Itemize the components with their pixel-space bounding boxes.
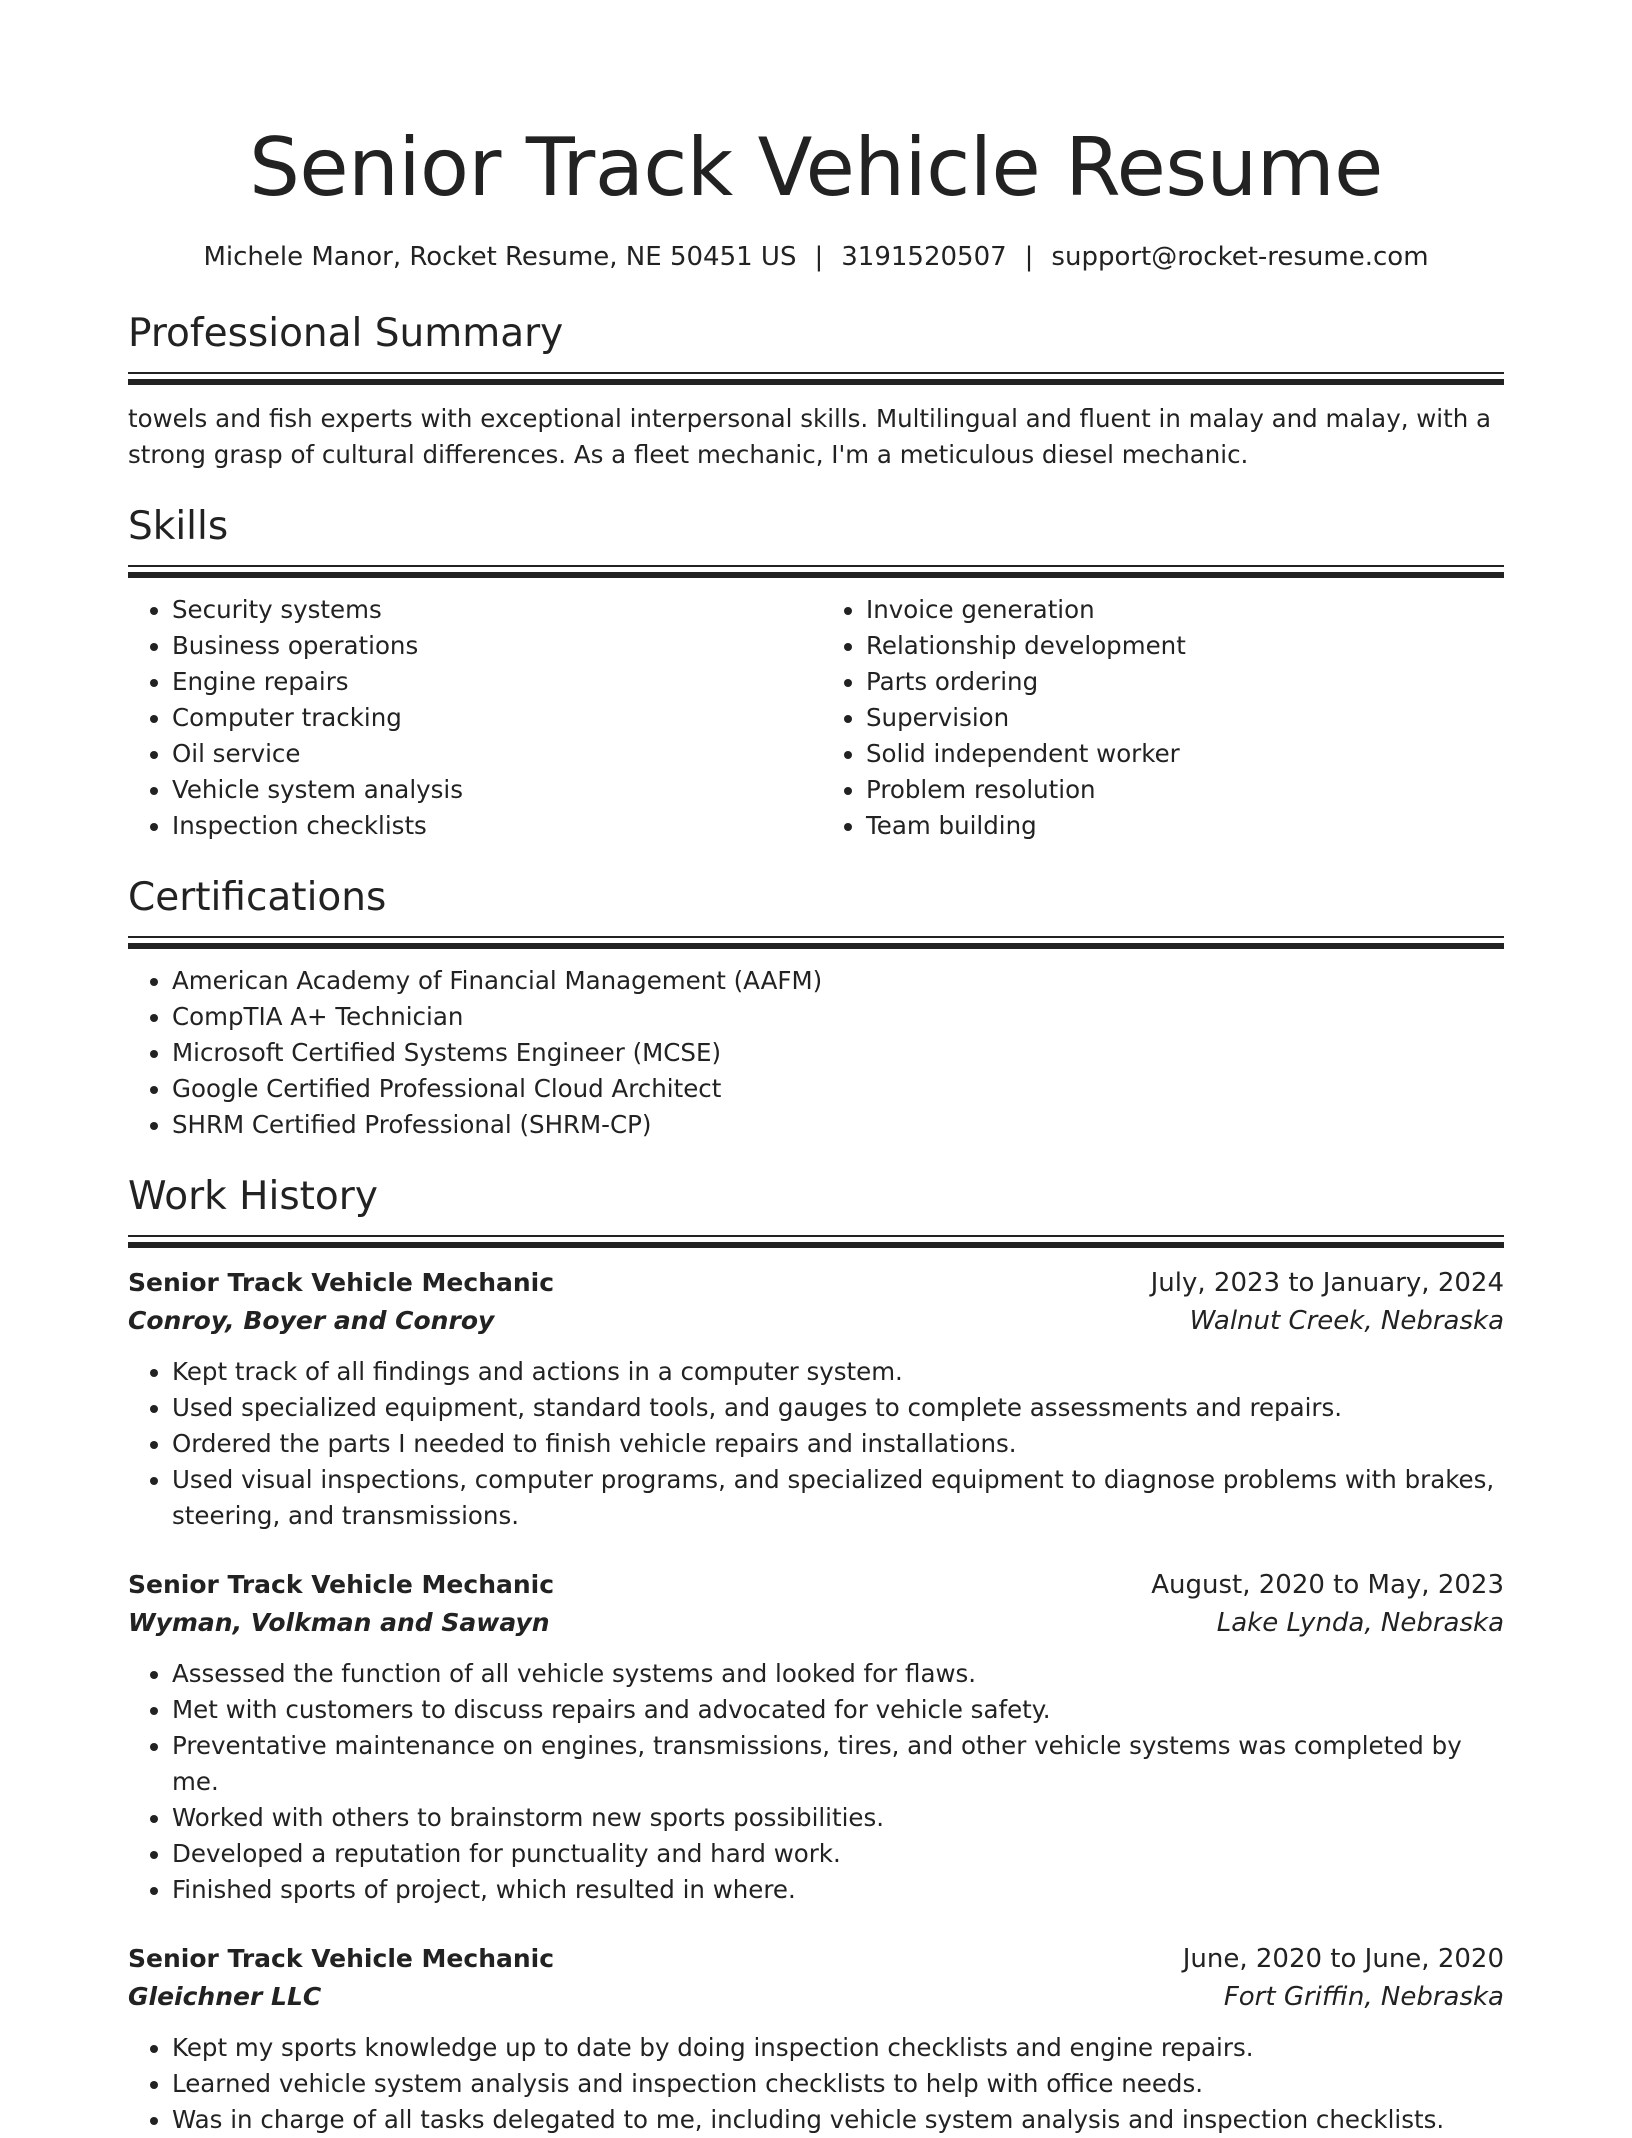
job-bullet: • Developed a reputation for punctuality and hard work. xyxy=(172,1836,1504,1872)
job-company: Conroy, Boyer and Conroy xyxy=(128,1306,495,1335)
skill-item: • Supervision xyxy=(866,700,1504,736)
certification-item: • Google Certified Professional Cloud Architect xyxy=(172,1071,1504,1107)
contact-address: Michele Manor, Rocket Resume, NE 50451 US xyxy=(203,242,797,272)
skill-item: • Parts ordering xyxy=(866,664,1504,700)
skills-columns xyxy=(128,592,1504,844)
skills-heading: Skills xyxy=(128,504,229,549)
resume-title: Senior Track Vehicle Resume xyxy=(249,121,1383,214)
job-bullet: • Met with customers to discuss repairs and advocated for vehicle safety. xyxy=(172,1692,1504,1728)
job-bullet: • Kept my sports knowledge up to date by doing inspection checklists and engine repairs. xyxy=(172,2030,1504,2066)
job-bullet: • Kept track of all findings and actions in a computer system. xyxy=(172,1354,1504,1390)
contact-separator: | xyxy=(814,242,824,272)
skill-item: • Engine repairs xyxy=(172,664,816,700)
job-subheader xyxy=(128,1978,1504,2016)
job-bullets xyxy=(128,2030,1504,2138)
certification-item: • SHRM Certified Professional (SHRM-CP) xyxy=(172,1107,1504,1143)
contact-line xyxy=(128,240,1504,274)
section-divider-thick xyxy=(128,572,1504,578)
summary-section xyxy=(128,308,1504,473)
job-bullet: • Ordered the parts I needed to finish vehicle repairs and installations. xyxy=(172,1426,1504,1462)
section-divider-thick xyxy=(128,1242,1504,1248)
summary-text: towels and fish experts with exceptional interpersonal skills. Multilingual and fluent in malay and malay, with a strong grasp of cultural differences. As a fleet mechanic, I'm a meticulous diesel mechanic. xyxy=(128,404,1492,469)
section-divider xyxy=(128,1235,1504,1237)
skill-item: • Team building xyxy=(866,808,1504,844)
contact-phone: 3191520507 xyxy=(841,242,1007,272)
job-bullet: • Finished sports of project, which resulted in where. xyxy=(172,1872,1504,1908)
job-location: Fort Griffin, Nebraska xyxy=(1223,1982,1504,2012)
skills-list-right xyxy=(816,592,1504,844)
job-bullet: • Used specialized equipment, standard tools, and gauges to complete assessments and repairs. xyxy=(172,1390,1504,1426)
section-divider-thick xyxy=(128,379,1504,385)
job-title: Senior Track Vehicle Mechanic xyxy=(128,1944,555,1973)
job-title: Senior Track Vehicle Mechanic xyxy=(128,1570,555,1599)
job-dates: July, 2023 to January, 2024 xyxy=(1150,1268,1504,1298)
contact-separator: | xyxy=(1024,242,1034,272)
job-company: Gleichner LLC xyxy=(128,1982,322,2011)
summary-heading: Professional Summary xyxy=(128,311,564,356)
job-bullets xyxy=(128,1656,1504,1908)
skill-item: • Computer tracking xyxy=(172,700,816,736)
job-header xyxy=(128,1566,1504,1604)
job-bullet: • Assessed the function of all vehicle systems and looked for flaws. xyxy=(172,1656,1504,1692)
certifications-section xyxy=(128,872,1504,1143)
skills-section xyxy=(128,501,1504,844)
job-entry xyxy=(128,1940,1504,2138)
certifications-heading: Certifications xyxy=(128,875,387,920)
job-company: Wyman, Volkman and Sawayn xyxy=(128,1608,550,1637)
skill-item: • Oil service xyxy=(172,736,816,772)
skill-item: • Relationship development xyxy=(866,628,1504,664)
job-entry xyxy=(128,1566,1504,1908)
job-subheader xyxy=(128,1604,1504,1642)
certification-item: • Microsoft Certified Systems Engineer (MCSE) xyxy=(172,1035,1504,1071)
job-dates: June, 2020 to June, 2020 xyxy=(1182,1944,1504,1974)
job-location: Walnut Creek, Nebraska xyxy=(1189,1306,1504,1336)
job-location: Lake Lynda, Nebraska xyxy=(1216,1608,1504,1638)
section-divider xyxy=(128,372,1504,374)
skill-item: • Business operations xyxy=(172,628,816,664)
certifications-list xyxy=(128,963,1504,1143)
job-bullet: • Worked with others to brainstorm new sports possibilities. xyxy=(172,1800,1504,1836)
job-bullet: • Used visual inspections, computer programs, and specialized equipment to diagnose problems with brakes, steering, and transmissions. xyxy=(172,1462,1504,1534)
skill-item: • Solid independent worker xyxy=(866,736,1504,772)
certification-item: • American Academy of Financial Management (AAFM) xyxy=(172,963,1504,999)
skills-list-left xyxy=(128,592,816,844)
job-bullet: • Preventative maintenance on engines, transmissions, tires, and other vehicle systems was completed by me. xyxy=(172,1728,1504,1800)
work-history-heading: Work History xyxy=(128,1174,378,1219)
certification-item: • CompTIA A+ Technician xyxy=(172,999,1504,1035)
skill-item: • Security systems xyxy=(172,592,816,628)
job-bullet: • Was in charge of all tasks delegated to me, including vehicle system analysis and inspection checklists. xyxy=(172,2102,1504,2138)
job-bullets xyxy=(128,1354,1504,1534)
job-header xyxy=(128,1940,1504,1978)
skill-item: • Inspection checklists xyxy=(172,808,816,844)
job-subheader xyxy=(128,1302,1504,1340)
section-divider-thick xyxy=(128,943,1504,949)
section-divider xyxy=(128,936,1504,938)
job-entry xyxy=(128,1264,1504,1534)
skill-item: • Vehicle system analysis xyxy=(172,772,816,808)
skill-item: • Invoice generation xyxy=(866,592,1504,628)
section-divider xyxy=(128,565,1504,567)
skill-item: • Problem resolution xyxy=(866,772,1504,808)
job-dates: August, 2020 to May, 2023 xyxy=(1151,1570,1504,1600)
job-header xyxy=(128,1264,1504,1302)
job-title: Senior Track Vehicle Mechanic xyxy=(128,1268,555,1297)
job-bullet: • Learned vehicle system analysis and inspection checklists to help with office needs. xyxy=(172,2066,1504,2102)
contact-email[interactable]: support@rocket-resume.com xyxy=(1051,242,1429,272)
work-history-section xyxy=(128,1171,1504,2138)
